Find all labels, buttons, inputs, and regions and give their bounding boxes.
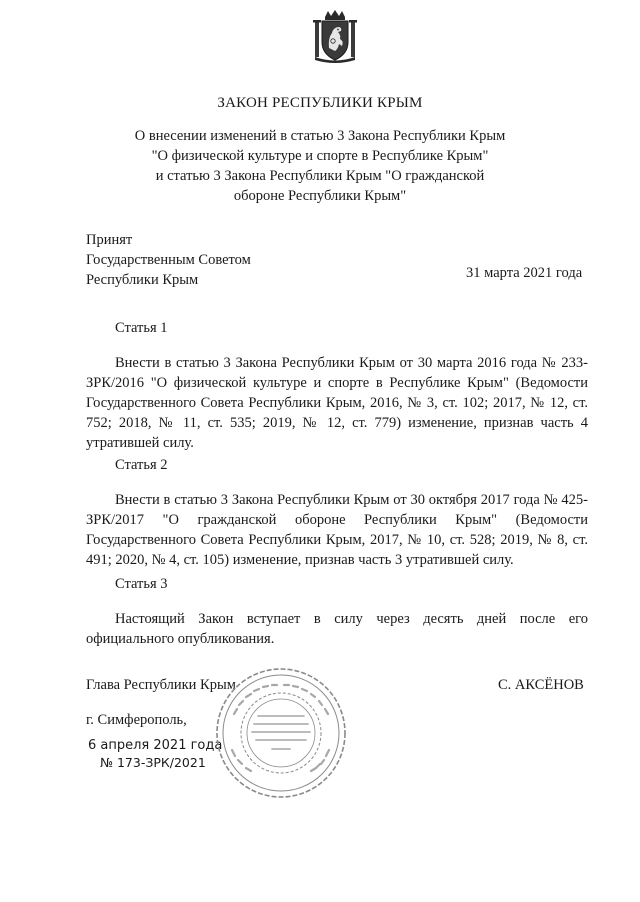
adoption-block: [86, 230, 251, 290]
adopted-line: Государственным Советом: [86, 252, 251, 268]
article-1-text: Внести в статью 3 Закона Республики Крым от 30 марта 2016 года № 233-ЗРК/2016 "О физической культуре и спорте в Республике Крым" (Ведомости Государственного Совета Республики Крым, 2016, № 3, ст. 102; 2017, № 12, ст. 752; 2018, № 11, ст. 535; 2019, № 12, ст. 779) изменение, признав часть 4 утратившей силу.: [86, 355, 588, 451]
document-subtitle: [0, 126, 640, 206]
subtitle-line: обороне Республики Крым": [233, 188, 407, 204]
signer-name: С. АКСЁНОВ: [498, 677, 584, 693]
article-3-heading: Статья 3: [115, 576, 168, 592]
official-seal-stamp: [212, 664, 350, 802]
adopted-line: Принят: [86, 232, 133, 248]
subtitle-line: "О физической культуре и спорте в Республике Крым": [151, 148, 489, 164]
article-3-text: Настоящий Закон вступает в силу через десять дней после его официального опубликования.: [86, 611, 588, 647]
signing-date: 6 апреля 2021 года: [88, 738, 223, 753]
article-2-text: Внести в статью 3 Закона Республики Крым от 30 октября 2017 года № 425-ЗРК/2017 "О гражданской обороне Республики Крым" (Ведомости Государственного Совета Республики Крым, 2017, № 10, ст. 528; 2019, № 8, ст. 491; 2020, № 4, ст. 105) изменение, признав часть 3 утратившей силу.: [86, 492, 588, 568]
law-number: № 173-ЗРК/2021: [100, 755, 206, 770]
coat-of-arms-icon: [311, 8, 359, 64]
article-2-heading: Статья 2: [115, 457, 168, 473]
subtitle-line: и статью 3 Закона Республики Крым "О гражданской: [155, 168, 485, 184]
signing-city: г. Симферополь,: [86, 712, 187, 728]
adopted-line: Республики Крым: [86, 272, 199, 288]
signer-title: Глава Республики Крым: [86, 677, 236, 693]
article-1-heading: Статья 1: [115, 320, 168, 336]
subtitle-line: О внесении изменений в статью 3 Закона Республики Крым: [134, 128, 506, 144]
document-title: ЗАКОН РЕСПУБЛИКИ КРЫМ: [217, 95, 423, 111]
adoption-date: 31 марта 2021 года: [466, 265, 583, 281]
